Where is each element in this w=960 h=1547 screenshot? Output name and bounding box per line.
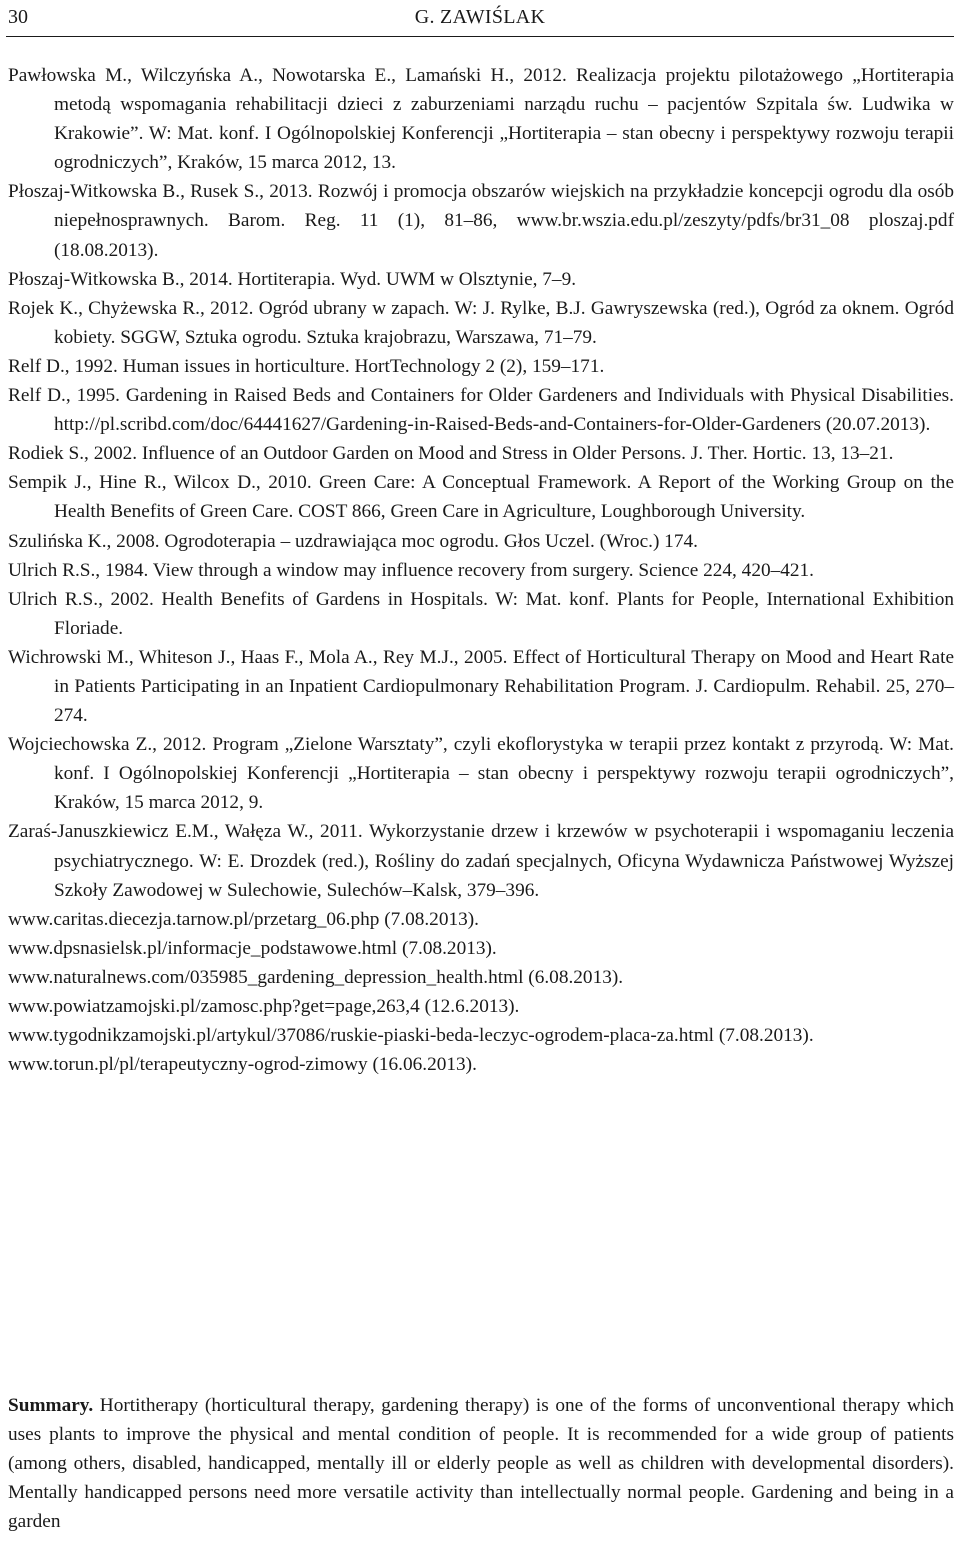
reference-szulinska-2008: Szulińska K., 2008. Ogrodoterapia – uzdrawiająca moc ogrodu. Głos Uczel. (Wroc.) 174. — [8, 530, 698, 552]
reference-relf-1995: Relf D., 1995. Gardening in Raised Beds and Containers for Older Gardeners and Individuals with Physical Disabilities. http://pl.scribd.com/doc/64441627/Gardening-in-Raised-Beds-and-Containers-for-Older-Gardeners (20.07.2013). — [8, 385, 954, 436]
header-rule — [6, 36, 954, 37]
reference-ulrich-2002: Ulrich R.S., 2002. Health Benefits of Gardens in Hospitals. W: Mat. konf. Plants for People, International Exhibition Floriade. — [8, 588, 954, 639]
reference-pawlowska-2012: Pawłowska M., Wilczyńska A., Nowotarska E., Lamański H., 2012. Realizacja projektu pilotażowego „Hortiterapia metodą wspomagania rehabilitacji dzieci z zaburzeniami narządu ruchu – pacjentów Szpitala św. Ludwika w Krakowie”. W: Mat. konf. I Ogólnopolskiej Konferencji „Hortiterapia – stan obecny i perspektywy rozwoju terapii ogrodniczych”, Kraków, 15 marca 2012, 13. — [8, 65, 954, 174]
reference-ploszaj-witkowska-2014: Płoszaj-Witkowska B., 2014. Hortiterapia. Wyd. UWM w Olsztynie, 7–9. — [8, 268, 577, 290]
summary-text: Hortitherapy (horticultural therapy, gardening therapy) is one of the forms of unconventional therapy which uses plants to improve the physical and mental condition of people. It is recommended for a wide group of patients (among others, disabled, handicapped, mentally ill or elderly people as well as children with developmental disorders). Mentally handicapped persons need more versatile activity than intellectually normal people. Gardening and being in a garden — [8, 1395, 954, 1533]
reference-web-caritas: www.caritas.diecezja.tarnow.pl/przetarg_06.php (7.08.2013). — [8, 908, 479, 930]
reference-rodiek-2002: Rodiek S., 2002. Influence of an Outdoor Garden on Mood and Stress in Older Persons. J. Ther. Hortic. 13, 13–21. — [8, 443, 894, 465]
summary-paragraph — [8, 1391, 954, 1536]
reference-web-powiatzamojski: www.powiatzamojski.pl/zamosc.php?get=page,263,4 (12.6.2013). — [8, 996, 520, 1017]
reference-ploszaj-witkowska-rusek-2013: Płoszaj-Witkowska B., Rusek S., 2013. Rozwój i promocja obszarów wiejskich na przykładzie koncepcji ogrodu dla osób niepełnosprawnych. Barom. Reg. 11 (1), 81–86, www.br.wszia.edu.pl/zeszyty/pdfs/br31_08 ploszaj.pdf (18.08.2013). — [8, 181, 954, 261]
reference-web-dpsnasielsk: www.dpsnasielsk.pl/informacje_podstawowe.html (7.08.2013). — [8, 937, 497, 959]
page-number: 30 — [8, 6, 28, 28]
reference-web-torun: www.torun.pl/pl/terapeutyczny-ogrod-zimowy (16.06.2013). — [8, 1054, 477, 1076]
page-header — [0, 0, 960, 40]
reference-web-naturalnews: www.naturalnews.com/035985_gardening_depression_health.html (6.08.2013). — [8, 966, 624, 988]
reference-wojciechowska-2012: Wojciechowska Z., 2012. Program „Zielone Warsztaty”, czyli ekoflorystyka w terapii przez kontakt z przyrodą. W: Mat. konf. I Ogólnopolskiej Konferencji „Hortiterapia – stan obecny i perspektywy rozwoju terapii ogrodniczych”, Kraków, 15 marca 2012, 9. — [8, 734, 954, 814]
running-head: G. ZAWIŚLAK — [414, 6, 546, 28]
reference-zaras-januszkiewicz-2011: Zaraś-Januszkiewicz E.M., Wałęza W., 2011. Wykorzystanie drzew i krzewów w psychoterapii i wspomaganiu leczenia psychiatrycznego. W: E. Drozdek (red.), Rośliny do zadań specjalnych, Oficyna Wydawnicza Państwowej Wyższej Szkoły Zawodowej w Sulechowie, Sulechów–Kalsk, 379–396. — [8, 821, 954, 901]
reference-list — [8, 61, 954, 1079]
reference-sempik-2010: Sempik J., Hine R., Wilcox D., 2010. Green Care: A Conceptual Framework. A Report of the Working Group on the Health Benefits of Green Care. COST 866, Green Care in Agriculture, Loughborough University. — [8, 472, 954, 523]
reference-wichrowski-2005: Wichrowski M., Whiteson J., Haas F., Mola A., Rey M.J., 2005. Effect of Horticultural Therapy on Mood and Heart Rate in Patients Participating in an Inpatient Cardiopulmonary Rehabilitation Program. J. Cardiopulm. Rehabil. 25, 270–274. — [8, 646, 954, 727]
reference-web-tygodnikzamojski: www.tygodnikzamojski.pl/artykul/37086/ruskie-piaski-beda-leczyc-ogrodem-placa-za.html (7.08.2013). — [8, 1025, 814, 1047]
reference-rojek-2012: Rojek K., Chyżewska R., 2012. Ogród ubrany w zapach. W: J. Rylke, B.J. Gawryszewska (red.), Ogród za oknem. Ogród kobiety. SGGW, Sztuka ogrodu. Sztuka krajobrazu, Warszawa, 71–79. — [8, 297, 954, 348]
summary-label: Summary. — [8, 1395, 94, 1416]
reference-relf-1992: Relf D., 1992. Human issues in horticulture. HortTechnology 2 (2), 159–171. — [8, 355, 605, 377]
reference-ulrich-1984: Ulrich R.S., 1984. View through a window may influence recovery from surgery. Science 224, 420–421. — [8, 559, 814, 581]
